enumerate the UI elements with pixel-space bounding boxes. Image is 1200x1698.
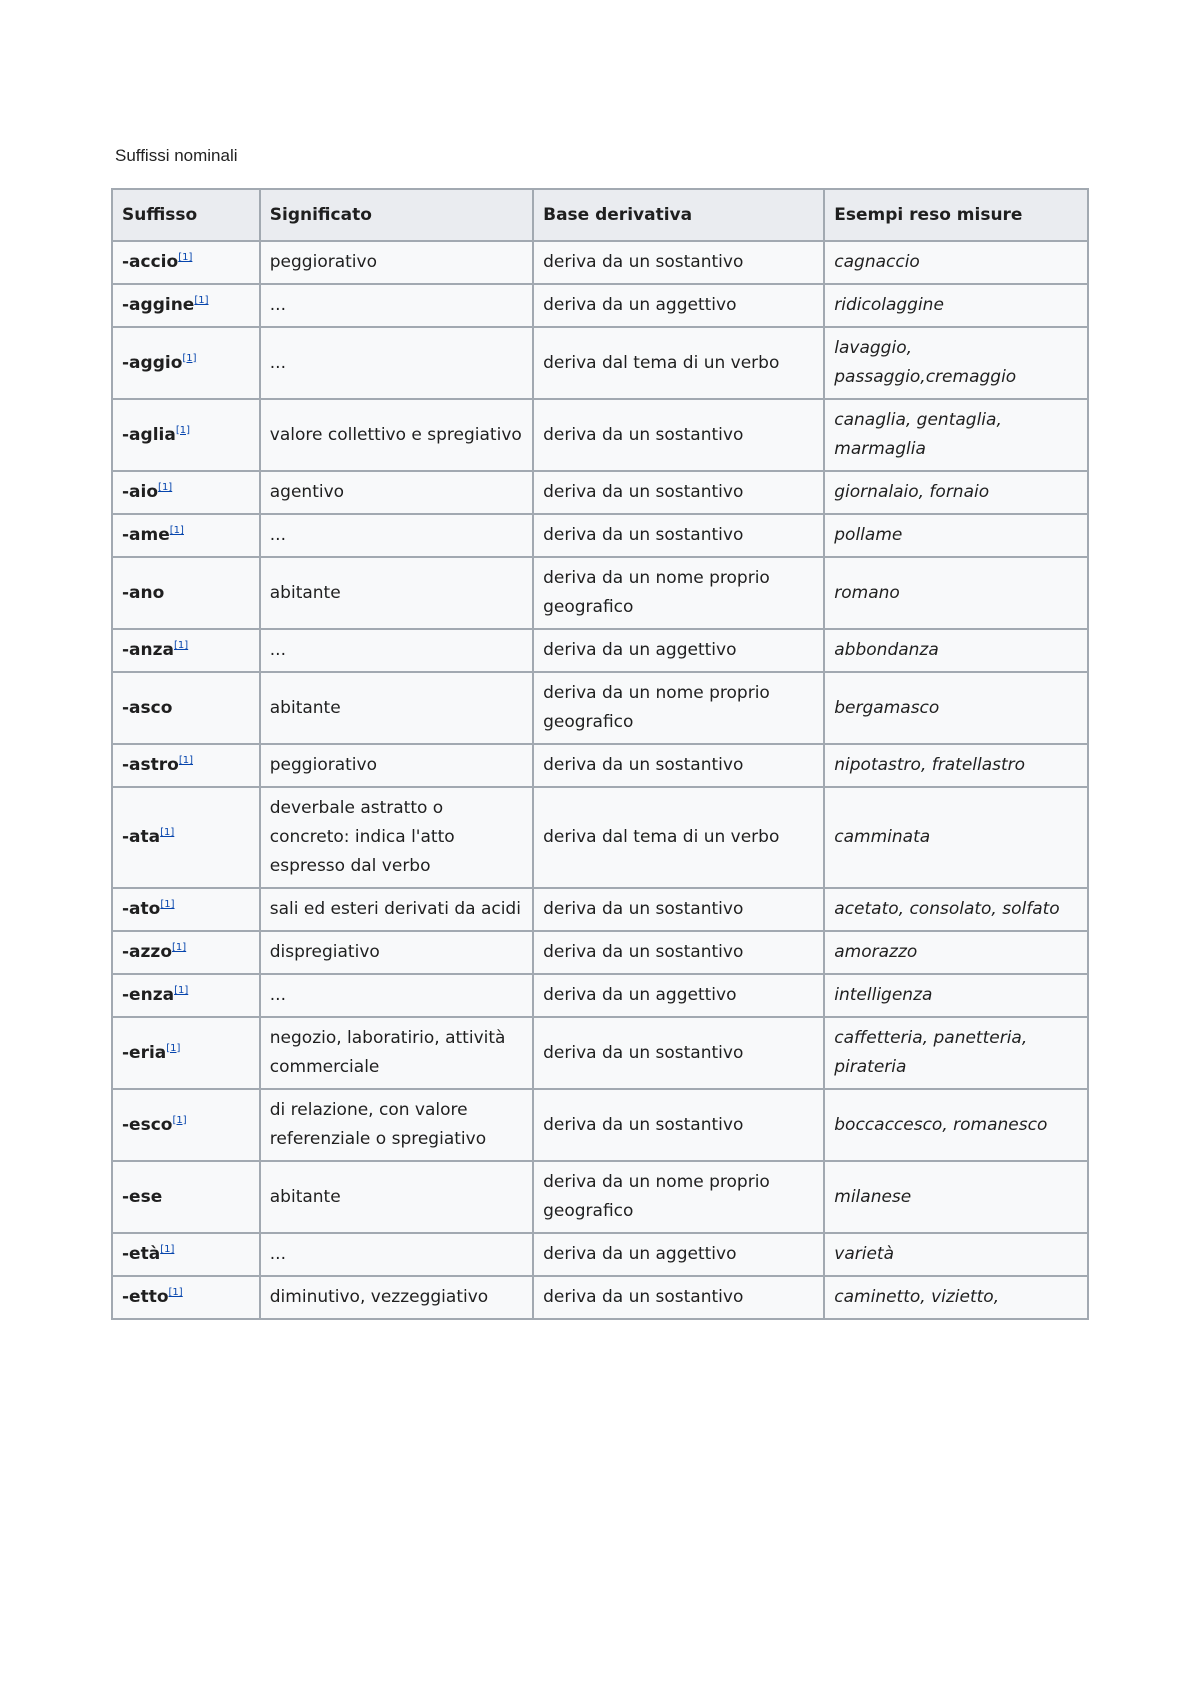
meaning-cell: ... — [260, 974, 533, 1017]
table-row — [112, 1089, 1088, 1161]
suffix-cell — [112, 514, 260, 557]
meaning-cell: agentivo — [260, 471, 533, 514]
table-body — [112, 241, 1088, 1319]
meaning-cell: sali ed esteri derivati da acidi — [260, 888, 533, 931]
example-cell: nipotastro, fratellastro — [824, 744, 1088, 787]
example-cell: varietà — [824, 1233, 1088, 1276]
base-cell: deriva da un nome proprio geografico — [533, 557, 824, 629]
suffix-cell — [112, 787, 260, 888]
meaning-cell: negozio, laboratirio, attività commerciale — [260, 1017, 533, 1089]
table-row — [112, 974, 1088, 1017]
suffix-text: -eria — [122, 1042, 167, 1063]
suffix-cell — [112, 284, 260, 327]
suffix-cell — [112, 672, 260, 744]
table-row — [112, 888, 1088, 931]
table-row — [112, 672, 1088, 744]
suffix-text: -enza — [122, 985, 175, 1005]
table-row — [112, 327, 1088, 399]
table-row — [112, 1233, 1088, 1276]
table-header-row — [112, 189, 1088, 241]
example-cell: abbondanza — [824, 629, 1088, 672]
suffix-table — [111, 188, 1089, 1320]
suffix-cell — [112, 1089, 260, 1161]
suffix-text: -ata — [122, 827, 161, 847]
suffix-text: -accio — [122, 252, 179, 272]
suffix-cell — [112, 399, 260, 471]
suffix-text: -aio — [122, 482, 159, 502]
reference-link[interactable]: [1] — [182, 352, 197, 364]
table-row — [112, 514, 1088, 557]
example-cell: intelligenza — [824, 974, 1088, 1017]
meaning-cell: abitante — [260, 1161, 533, 1233]
reference-link[interactable]: [1] — [175, 424, 190, 436]
table-row — [112, 241, 1088, 284]
meaning-cell: valore collettivo e spregiativo — [260, 399, 533, 471]
base-cell: deriva da un sostantivo — [533, 888, 824, 931]
suffix-cell — [112, 931, 260, 974]
base-cell: deriva da un sostantivo — [533, 241, 824, 284]
table-row — [112, 471, 1088, 514]
header-base: Base derivativa — [533, 189, 824, 241]
table-row — [112, 399, 1088, 471]
meaning-cell: abitante — [260, 672, 533, 744]
suffix-cell — [112, 888, 260, 931]
base-cell: deriva da un aggettivo — [533, 284, 824, 327]
example-cell: acetato, consolato, solfato — [824, 888, 1088, 931]
example-cell: pollame — [824, 514, 1088, 557]
header-examples: Esempi reso misure — [824, 189, 1088, 241]
reference-link[interactable]: [1] — [158, 482, 173, 493]
reference-link[interactable]: [1] — [160, 899, 175, 910]
reference-link[interactable]: [1] — [174, 640, 189, 651]
base-cell: deriva da un sostantivo — [533, 1089, 824, 1161]
suffix-text: -ese — [122, 1186, 163, 1207]
table-row — [112, 744, 1088, 787]
example-cell: boccaccesco, romanesco — [824, 1089, 1088, 1161]
base-cell: deriva da un aggettivo — [533, 1233, 824, 1276]
suffix-text: -età — [122, 1244, 161, 1264]
reference-link[interactable]: [1] — [194, 295, 209, 306]
reference-link[interactable]: [1] — [169, 525, 184, 536]
base-cell: deriva da un sostantivo — [533, 1017, 824, 1089]
reference-link[interactable]: [1] — [172, 942, 187, 953]
table-row — [112, 1017, 1088, 1089]
reference-link[interactable]: [1] — [160, 1244, 175, 1255]
base-cell: deriva da un sostantivo — [533, 1276, 824, 1319]
suffix-text: -anza — [122, 640, 174, 660]
suffix-cell — [112, 1233, 260, 1276]
base-cell: deriva da un aggettivo — [533, 974, 824, 1017]
example-cell: cagnaccio — [824, 241, 1088, 284]
table-row — [112, 557, 1088, 629]
suffix-cell — [112, 1161, 260, 1233]
example-cell: amorazzo — [824, 931, 1088, 974]
suffix-cell — [112, 1017, 260, 1089]
table-row — [112, 284, 1088, 327]
meaning-cell: ... — [260, 1233, 533, 1276]
table-row — [112, 931, 1088, 974]
suffix-text: -azzo — [122, 942, 172, 962]
suffix-cell — [112, 471, 260, 514]
base-cell: deriva da un sostantivo — [533, 744, 824, 787]
base-cell: deriva da un sostantivo — [533, 399, 824, 471]
header-suffix: Suffisso — [112, 189, 260, 241]
meaning-cell: ... — [260, 327, 533, 399]
reference-link[interactable]: [1] — [174, 985, 189, 996]
reference-link[interactable]: [1] — [172, 1114, 187, 1126]
table-row — [112, 1161, 1088, 1233]
suffix-text: -asco — [122, 697, 173, 718]
reference-link[interactable]: [1] — [166, 1042, 181, 1054]
base-cell: deriva da un sostantivo — [533, 471, 824, 514]
example-cell: canaglia, gentaglia, marmaglia — [824, 399, 1088, 471]
header-meaning: Significato — [260, 189, 533, 241]
meaning-cell: ... — [260, 284, 533, 327]
example-cell: lavaggio, passaggio,cremaggio — [824, 327, 1088, 399]
table-row — [112, 1276, 1088, 1319]
example-cell: milanese — [824, 1161, 1088, 1233]
suffix-text: -aggine — [122, 295, 195, 315]
page-title: Suffissi nominali — [115, 146, 238, 165]
suffix-text: -etto — [122, 1287, 169, 1307]
suffix-text: -astro — [122, 755, 179, 775]
reference-link[interactable]: [1] — [168, 1287, 183, 1298]
suffix-cell — [112, 629, 260, 672]
suffix-cell — [112, 974, 260, 1017]
table-row — [112, 629, 1088, 672]
suffix-cell — [112, 744, 260, 787]
base-cell: deriva da un aggettivo — [533, 629, 824, 672]
meaning-cell: diminutivo, vezzeggiativo — [260, 1276, 533, 1319]
reference-link[interactable]: [1] — [178, 252, 193, 263]
suffix-cell — [112, 241, 260, 284]
reference-link[interactable]: [1] — [160, 827, 175, 838]
base-cell: deriva dal tema di un verbo — [533, 787, 824, 888]
suffix-text: -aggio — [122, 352, 183, 373]
meaning-cell: ... — [260, 514, 533, 557]
table-row — [112, 787, 1088, 888]
base-cell: deriva da un sostantivo — [533, 931, 824, 974]
example-cell: camminata — [824, 787, 1088, 888]
meaning-cell: dispregiativo — [260, 931, 533, 974]
example-cell: caminetto, vizietto, — [824, 1276, 1088, 1319]
base-cell: deriva da un nome proprio geografico — [533, 1161, 824, 1233]
suffix-text: -ato — [122, 899, 161, 919]
suffix-cell — [112, 557, 260, 629]
example-cell: romano — [824, 557, 1088, 629]
base-cell: deriva da un sostantivo — [533, 514, 824, 557]
suffix-text: -ame — [122, 525, 170, 545]
meaning-cell: deverbale astratto o concreto: indica l'atto espresso dal verbo — [260, 787, 533, 888]
meaning-cell: peggiorativo — [260, 744, 533, 787]
base-cell: deriva da un nome proprio geografico — [533, 672, 824, 744]
example-cell: bergamasco — [824, 672, 1088, 744]
example-cell: caffetteria, panetteria, pirateria — [824, 1017, 1088, 1089]
suffix-cell — [112, 1276, 260, 1319]
suffix-cell — [112, 327, 260, 399]
suffix-text: -ano — [122, 582, 165, 603]
suffix-text: -aglia — [122, 424, 176, 445]
meaning-cell: di relazione, con valore referenziale o spregiativo — [260, 1089, 533, 1161]
example-cell: giornalaio, fornaio — [824, 471, 1088, 514]
meaning-cell: peggiorativo — [260, 241, 533, 284]
suffix-text: -esco — [122, 1114, 173, 1135]
meaning-cell: abitante — [260, 557, 533, 629]
meaning-cell: ... — [260, 629, 533, 672]
reference-link[interactable]: [1] — [178, 755, 194, 766]
example-cell: ridicolaggine — [824, 284, 1088, 327]
base-cell: deriva dal tema di un verbo — [533, 327, 824, 399]
